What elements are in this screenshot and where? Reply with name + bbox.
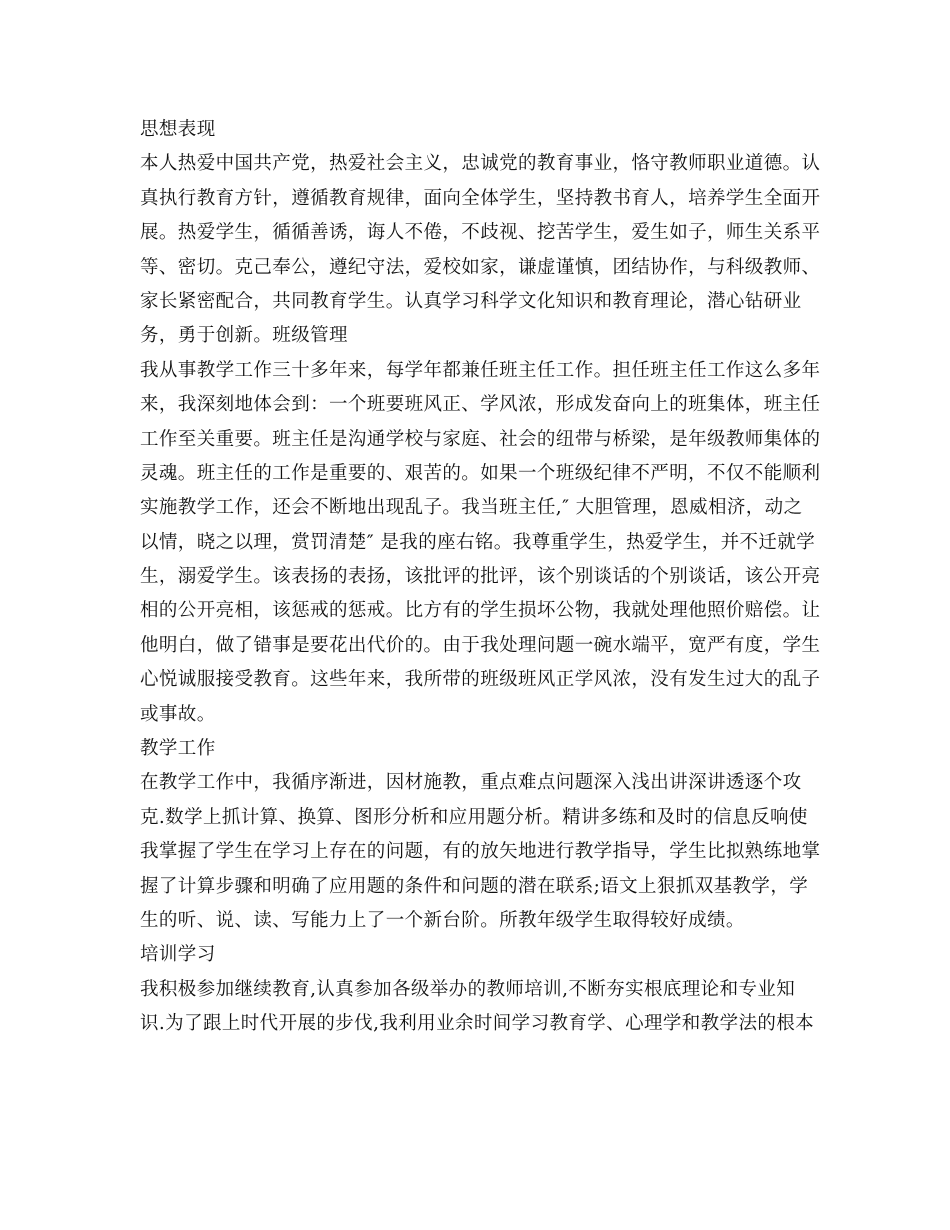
- paragraph-line: 我掌握了学生在学习上存在的问题，有的放矢地进行教学指导，学生比拟熟练地掌: [140, 841, 821, 863]
- paragraph-line: 生的听、说、读、写能力上了一个新台阶。所教年级学生取得较好成绩。: [140, 909, 745, 931]
- section-heading-ideology: 思想表现: [140, 119, 216, 140]
- paragraph-line: 握了计算步骤和明确了应用题的条件和问题的潜在联系;语文上狠抓双基教学，学: [140, 875, 809, 897]
- document-body: [140, 113, 821, 1042]
- paragraph-line: 来，我深刻地体会到：一个班要班风正、学风浓，形成发奋向上的班集体，班主任: [140, 394, 821, 416]
- paragraph-line: 或事故。: [140, 703, 216, 725]
- paragraph-line: 真执行教育方针，遵循教育规律，面向全体学生，坚持教书育人，培养学生全面开: [140, 187, 821, 209]
- paragraph-line: 生，溺爱学生。该表扬的表扬，该批评的批评，该个别谈话的个别谈话，该公开亮: [140, 566, 821, 588]
- section-heading-training: 培训学习: [140, 944, 216, 966]
- paragraph-line: 我积极参加继续教育,认真参加各级举办的教师培训,不断夯实根底理论和专业知: [140, 978, 796, 1000]
- paragraph-line: 心悦诚服接受教育。这些年来，我所带的班级班风正学风浓，没有发生过大的乱子: [140, 669, 821, 691]
- paragraph-line: 在教学工作中，我循序渐进，因材施教，重点难点问题深入浅出讲深讲透逐个攻: [140, 772, 802, 794]
- paragraph-line: 展。热爱学生，循循善诱，诲人不倦，不歧视、挖苦学生，爱生如子，师生关系平: [140, 222, 821, 244]
- paragraph-line: 克.数学上抓计算、换算、图形分析和应用题分析。精讲多练和及时的信息反响使: [140, 806, 808, 828]
- paragraph-line: 家长紧密配合，共同教育学生。认真学习科学文化知识和教育理论，潜心钻研业: [140, 290, 802, 312]
- section-heading-teaching: 教学工作: [140, 738, 216, 760]
- paragraph-line: 工作至关重要。班主任是沟通学校与家庭、社会的纽带与桥梁，是年级教师集体的: [140, 428, 821, 450]
- paragraph-line: 我从事教学工作三十多年来，每学年都兼任班主任工作。担任班主任工作这么多年: [140, 359, 821, 381]
- paragraph-line: 灵魂。班主任的工作是重要的、艰苦的。如果一个班级纪律不严明，不仅不能顺利: [140, 462, 821, 484]
- paragraph-line: 务，勇于创新。班级管理: [140, 325, 348, 347]
- paragraph-line: 以情，晓之以理，赏罚清楚″ 是我的座右铭。我尊重学生，热爱学生，并不迁就学: [140, 531, 816, 553]
- paragraph-line: 相的公开亮相，该惩戒的惩戒。比方有的学生损坏公物，我就处理他照价赔偿。让: [140, 600, 821, 622]
- paragraph-line: 实施教学工作，还会不断地出现乱子。我当班主任,″ 大胆管理，恩威相济，动之: [140, 497, 803, 519]
- paragraph-line: 识.为了跟上时代开展的步伐,我利用业余时间学习教育学、心理学和教学法的根本: [140, 1013, 815, 1035]
- paragraph-line: 等、密切。克己奉公，遵纪守法，爱校如家，谦虚谨慎，团结协作，与科级教师、: [140, 256, 821, 278]
- paragraph-line: 他明白，做了错事是要花出代价的。由于我处理问题一碗水端平，宽严有度，学生: [140, 634, 821, 656]
- paragraph-line: 本人热爱中国共产党，热爱社会主义，忠诚党的教育事业，恪守教师职业道德。认: [140, 153, 821, 175]
